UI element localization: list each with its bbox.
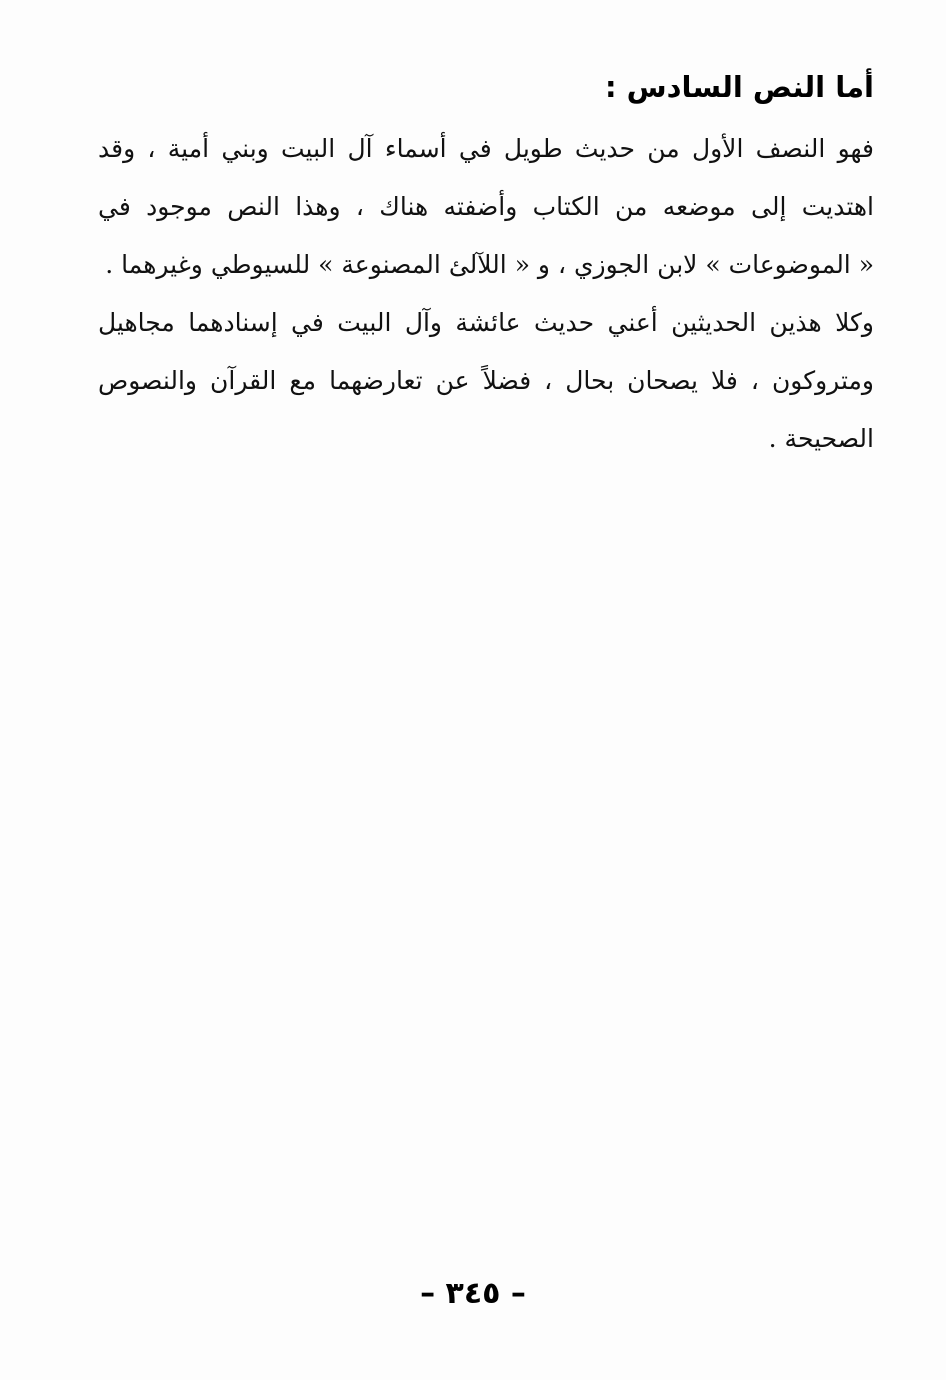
text-line: وكلا هذين الحديثين أعني حديث عائشة وآل البيت في إسنادهما مجاهيل xyxy=(98,308,874,337)
text-line: الصحيحة . xyxy=(768,424,874,453)
paragraph-1 xyxy=(98,120,874,294)
paragraph-2 xyxy=(98,294,874,468)
section-heading: أما النص السادس : xyxy=(604,70,874,104)
body-text xyxy=(98,120,874,468)
text-line: فهو النصف الأول من حديث طويل في أسماء آل البيت وبني أمية ، وقد xyxy=(98,134,874,163)
text-line: ومتروكون ، فلا يصحان بحال ، فضلاً عن تعارضهما مع القرآن والنصوص xyxy=(98,366,874,395)
text-line: « الموضوعات » لابن الجوزي ، و « اللآلئ المصنوعة » للسيوطي وغيرهما . xyxy=(105,250,874,279)
text-line: اهتديت إلى موضعه من الكتاب وأضفته هناك ، وهذا النص موجود في xyxy=(98,192,874,221)
page-number: – ٣٤٥ – xyxy=(420,1276,526,1311)
